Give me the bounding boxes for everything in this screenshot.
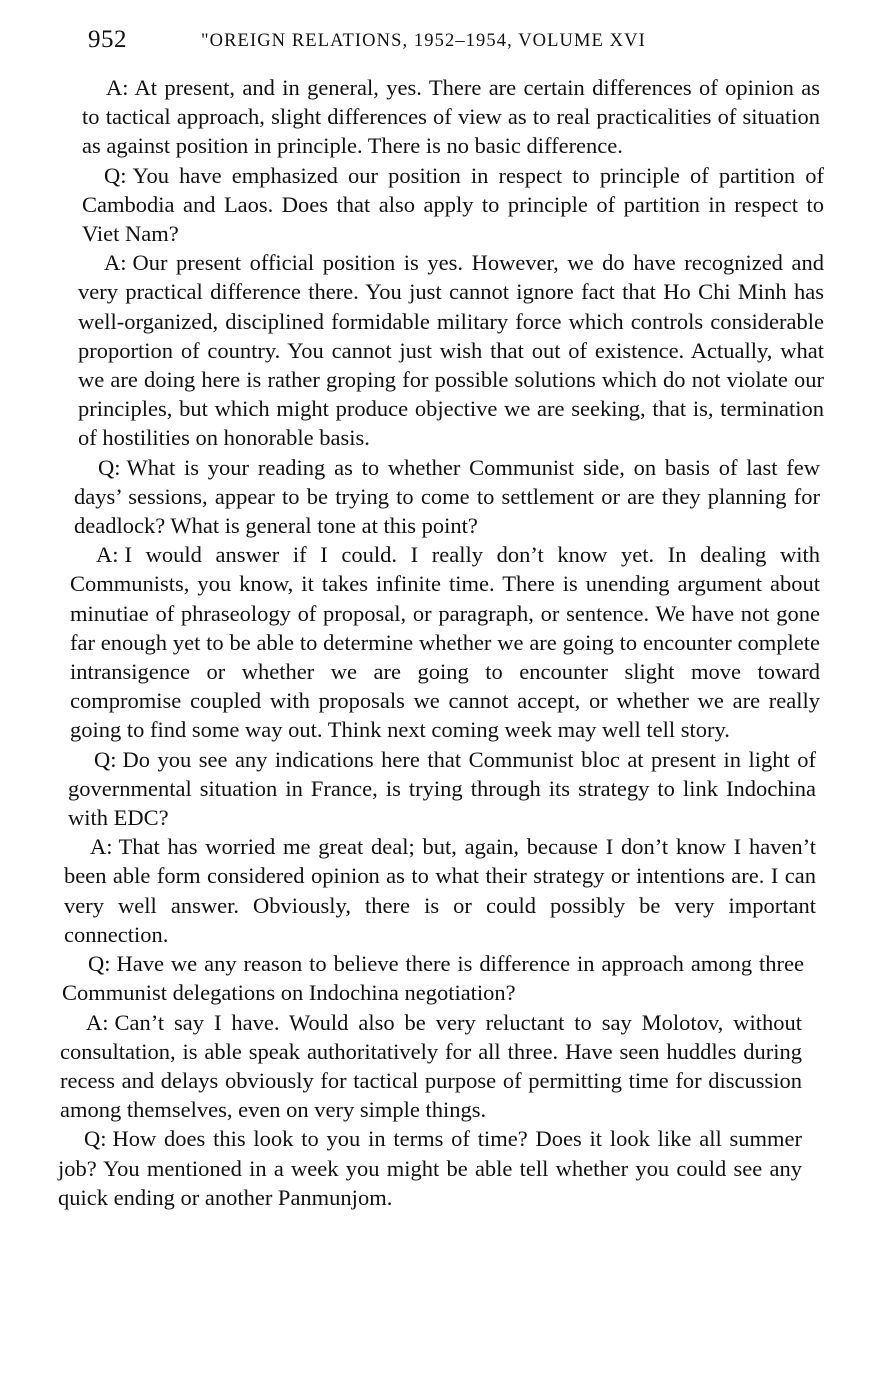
speaker-label: A: xyxy=(96,542,119,568)
paragraph-text: You have emphasized our position in respect to principle of partition of Cambodia and Laos. Does that also apply to principle of partition in respect to Viet Nam? xyxy=(82,162,824,247)
question-paragraph xyxy=(82,161,824,249)
speaker-label: A: xyxy=(90,834,113,860)
speaker-label: Q: xyxy=(88,951,111,977)
speaker-label: A: xyxy=(86,1009,109,1035)
speaker-label: A: xyxy=(104,250,127,276)
page-number: 952 xyxy=(88,26,127,53)
paragraph-text: How does this look to you in terms of time? Does it look like all summer job? You mentioned in a week you might be able tell whether you could see any quick ending or another Panmunjom. xyxy=(58,1126,802,1210)
paragraph-text: Our present official position is yes. However, we do have recognized and very practical difference there. You just cannot ignore fact that Ho Chi Minh has well-organized, disciplined formidable military force which controls considerable proportion of country. You cannot just wish that out of existence. Actually, what we are doing here is rather groping for possible solutions which do not violate our principles, but which might produce objective we are seeking, that is, termination of hostilities on honorable basis. xyxy=(78,250,824,451)
running-head: "OREIGN RELATIONS, 1952–1954, VOLUME XVI xyxy=(201,31,646,51)
question-paragraph xyxy=(62,949,804,1007)
interview-transcript xyxy=(58,73,824,1212)
speaker-label: Q: xyxy=(104,162,127,188)
paragraph-text: Do you see any indications here that Communist bloc at present in light of governmental situation in France, is trying through its strategy to link Indochina with EDC? xyxy=(68,746,816,831)
paragraph-text: Have we any reason to believe there is difference in approach among three Communist delegations on Indochina negotiation? xyxy=(62,951,804,1006)
speaker-label: Q: xyxy=(94,746,117,772)
question-paragraph xyxy=(68,745,816,833)
answer-paragraph xyxy=(78,248,824,452)
answer-paragraph xyxy=(64,832,816,949)
speaker-label: A: xyxy=(106,75,129,100)
question-paragraph xyxy=(74,453,820,541)
page-header xyxy=(88,26,828,58)
paragraph-text: That has worried me great deal; but, again, because I don’t know I haven’t been able form considered opinion as to what their strategy or intentions are. I can very well answer. Obviously, there is or could possibly be very important connection. xyxy=(64,834,816,947)
question-paragraph xyxy=(58,1124,802,1212)
paragraph-text: I would answer if I could. I really don’t know yet. In dealing with Communists, you know, it takes infinite time. There is unending argument about minutiae of phraseology of proposal, or paragraph, or sentence. We have not gone far enough yet to be able to determine whether we are going to encounter complete intransigence or whether we are going to encounter slight move toward compromise coupled with proposals we cannot accept, or whether we are really going to find some way out. Think next coming week may well tell story. xyxy=(70,542,820,743)
answer-paragraph xyxy=(82,73,820,161)
answer-paragraph xyxy=(60,1008,802,1125)
speaker-label: Q: xyxy=(98,454,121,480)
paragraph-text: Can’t say I have. Would also be very reluctant to say Molotov, without consultation, is able speak authoritatively for all three. Have seen huddles during recess and delays obviously for tactical purpose of permitting time for discussion among themselves, even on very simple things. xyxy=(60,1009,802,1123)
answer-paragraph xyxy=(70,540,820,744)
speaker-label: Q: xyxy=(84,1126,107,1152)
paragraph-text: At present, and in general, yes. There are certain differences of opinion as to tactical approach, slight differences of view as to real practicalities of situation as against position in principle. There is no basic difference. xyxy=(82,75,820,159)
paragraph-text: What is your reading as to whether Communist side, on basis of last few days’ sessions, appear to be trying to come to settlement or are they planning for deadlock? What is general tone at this point? xyxy=(74,454,820,539)
